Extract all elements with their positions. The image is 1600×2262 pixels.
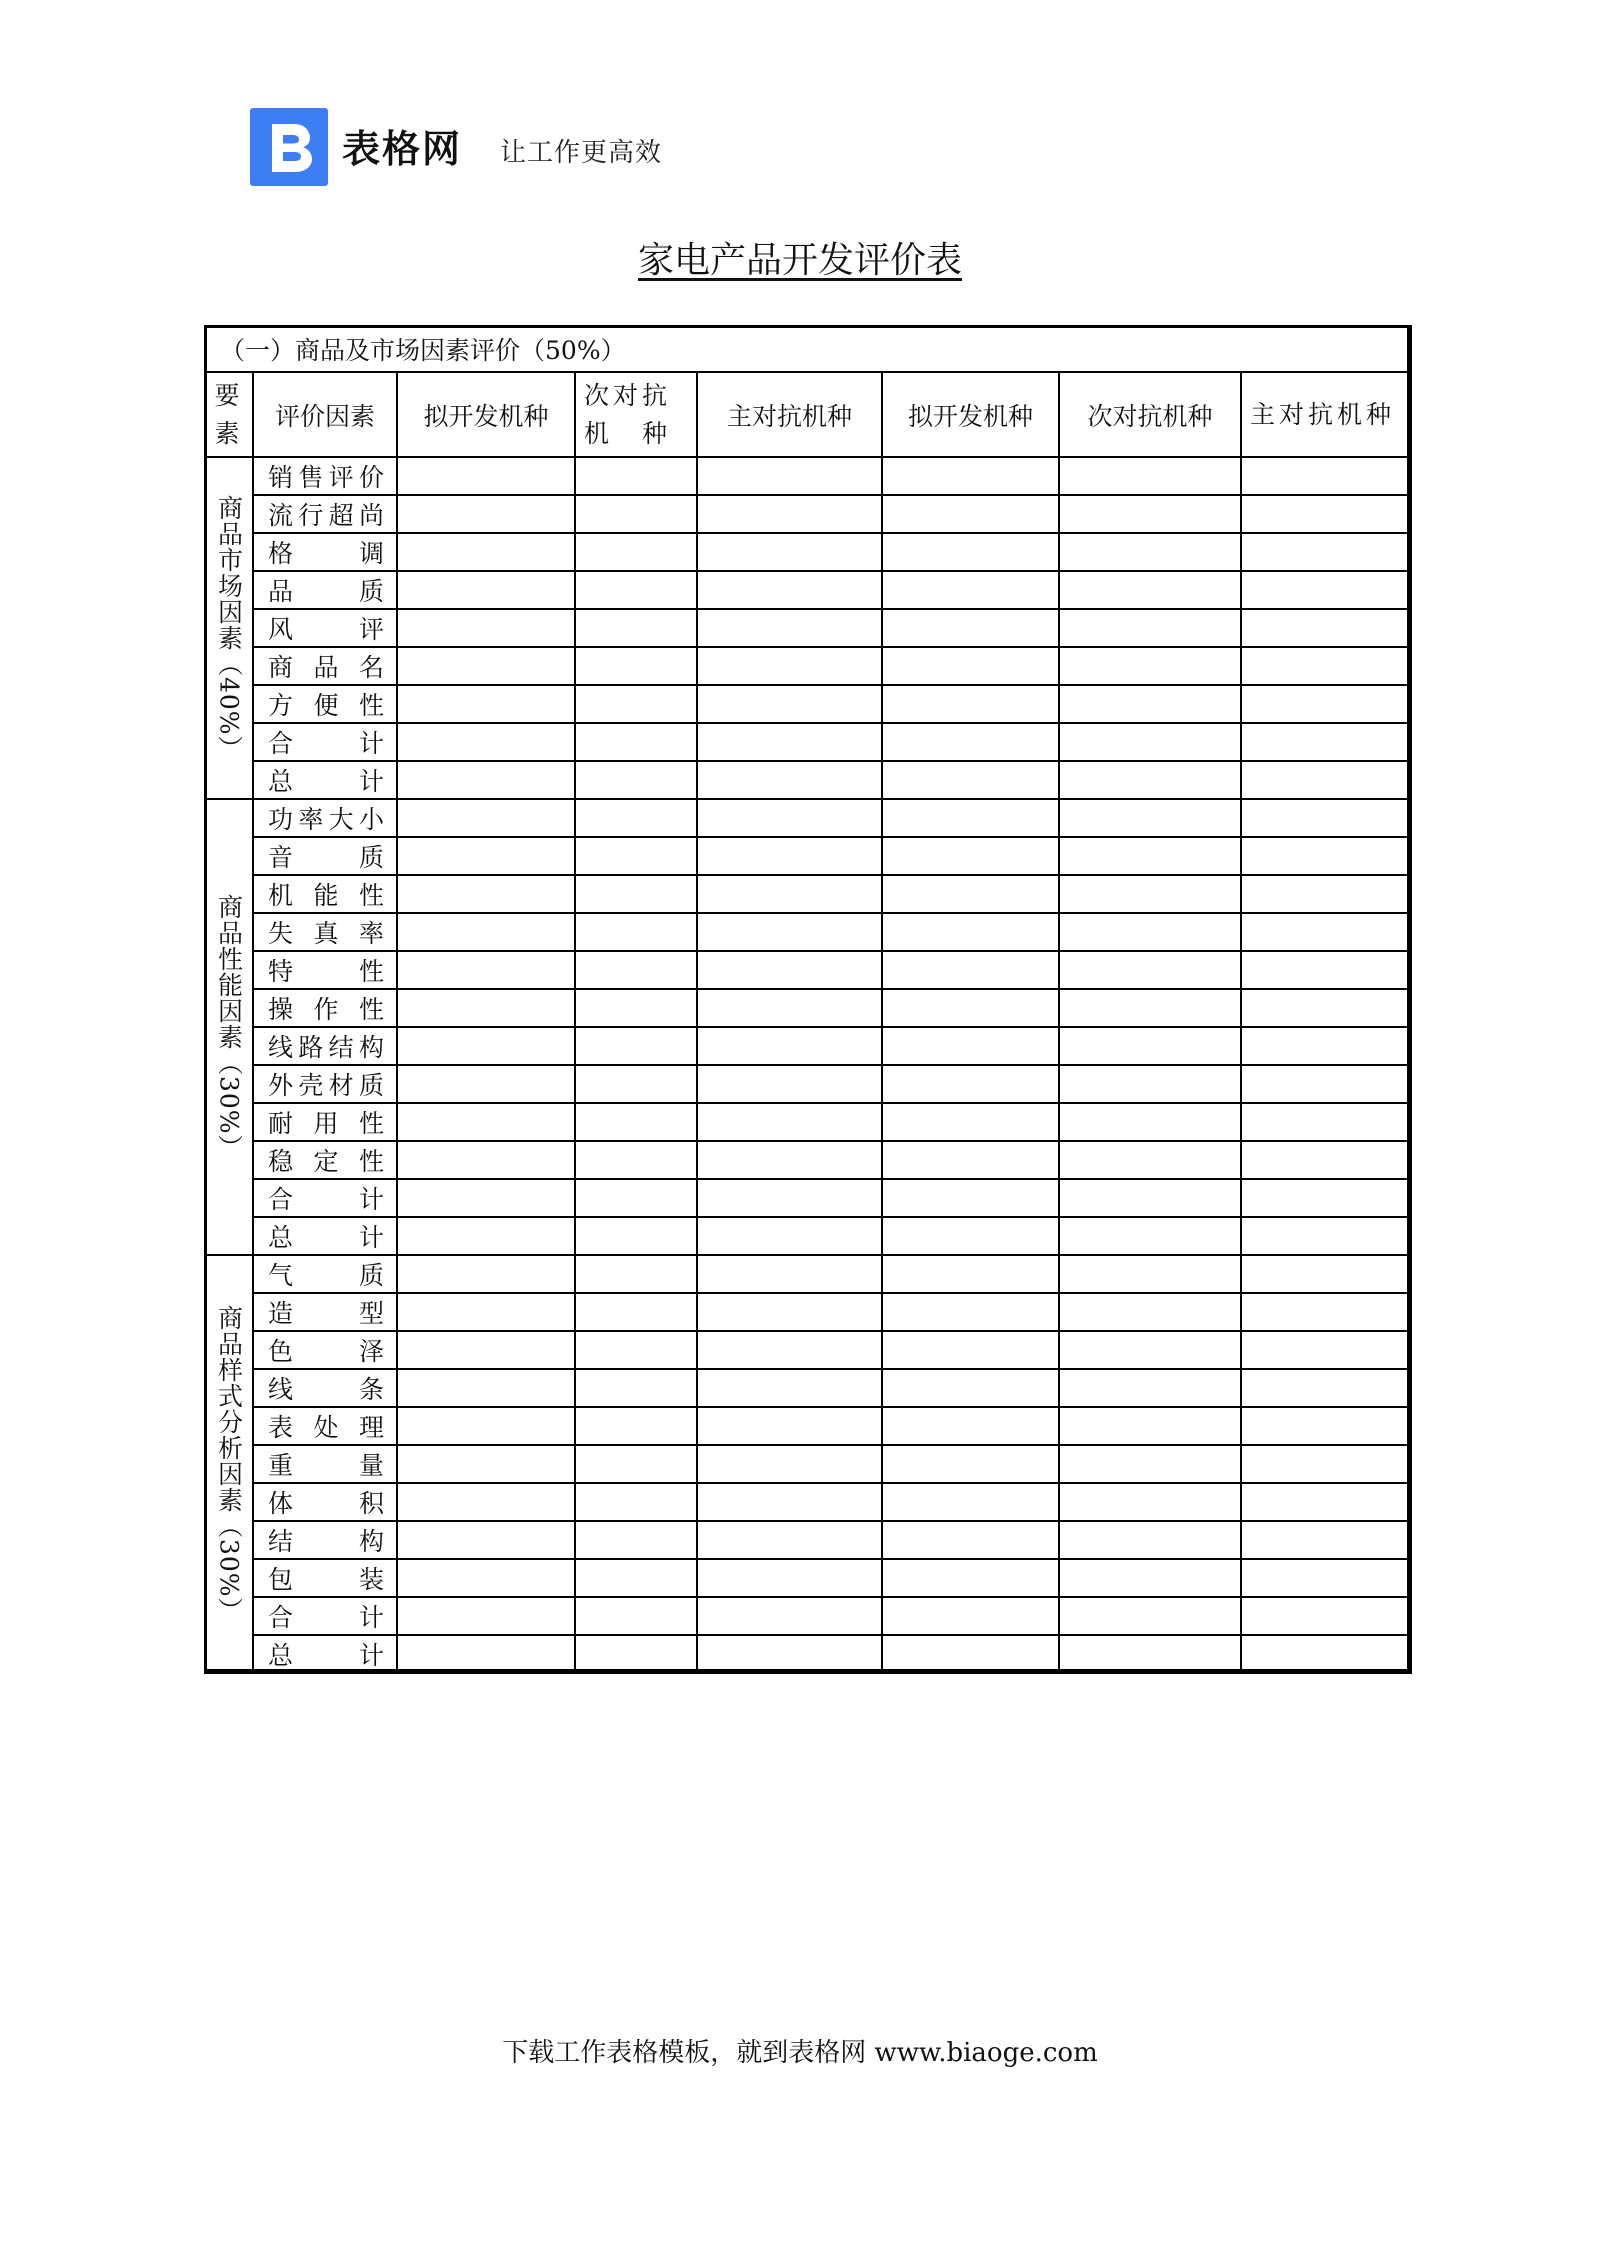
factor-label: 商品名: [253, 647, 397, 685]
factor-label: 稳定性: [253, 1141, 397, 1179]
factor-label: 合计: [253, 1179, 397, 1217]
factor-label: 耐用性: [253, 1103, 397, 1141]
factor-label: 格调: [253, 533, 397, 571]
factor-label: 总计: [253, 761, 397, 799]
column-header-element: 要素: [205, 372, 253, 457]
factor-label: 机能性: [253, 875, 397, 913]
brand-logo-icon: [250, 108, 328, 186]
factor-label: 色泽: [253, 1331, 397, 1369]
document-title: 家电产品开发评价表: [637, 240, 962, 281]
brand-slogan: 让工作更高效: [500, 138, 663, 168]
factor-label: 合计: [253, 723, 397, 761]
factor-label: 结构: [253, 1521, 397, 1559]
factor-label: 方便性: [253, 685, 397, 723]
factor-label: 总计: [253, 1217, 397, 1255]
column-header-main-competitor-2: 主对抗机种: [1241, 372, 1411, 457]
group-label: 商品样式分析因素（30%）: [214, 1304, 244, 1624]
column-header-planned-model-2: 拟开发机种: [882, 372, 1059, 457]
factor-label: 体积: [253, 1483, 397, 1521]
factor-label: 失真率: [253, 913, 397, 951]
brand-name: 表格网: [342, 127, 463, 171]
column-header-planned-model: 拟开发机种: [397, 372, 575, 457]
factor-label: 表处理: [253, 1407, 397, 1445]
factor-label: 外壳材质: [253, 1065, 397, 1103]
factor-label: 风评: [253, 609, 397, 647]
factor-label: 线条: [253, 1369, 397, 1407]
column-header-main-competitor: 主对抗机种: [697, 372, 882, 457]
factor-label: 功率大小: [253, 799, 397, 837]
footer-text: 下载工作表格模板，就到表格网 www.biaoge.com: [502, 2038, 1098, 2068]
group-label: 商品性能因素（30%）: [214, 893, 244, 1161]
factor-label: 特性: [253, 951, 397, 989]
factor-label: 总计: [253, 1635, 397, 1673]
factor-label: 合计: [253, 1597, 397, 1635]
column-header-factor: 评价因素: [253, 372, 397, 457]
factor-label: 气质: [253, 1255, 397, 1293]
section-title: （一）商品及市场因素评价（50%）: [205, 326, 1411, 372]
factor-label: 重量: [253, 1445, 397, 1483]
factor-label: 包装: [253, 1559, 397, 1597]
factor-label: 操作性: [253, 989, 397, 1027]
factor-label: 品质: [253, 571, 397, 609]
column-header-secondary-competitor-2: 次对抗机种: [1059, 372, 1241, 457]
factor-label: 销售评价: [253, 457, 397, 495]
group-label: 商品市场因素（40%）: [214, 494, 244, 762]
factor-label: 线路结构: [253, 1027, 397, 1065]
factor-label: 造型: [253, 1293, 397, 1331]
factor-label: 流行超尚: [253, 495, 397, 533]
column-header-secondary-competitor: 次对抗机 种: [575, 372, 697, 457]
factor-label: 音质: [253, 837, 397, 875]
table-outer-border: [204, 325, 1410, 1672]
